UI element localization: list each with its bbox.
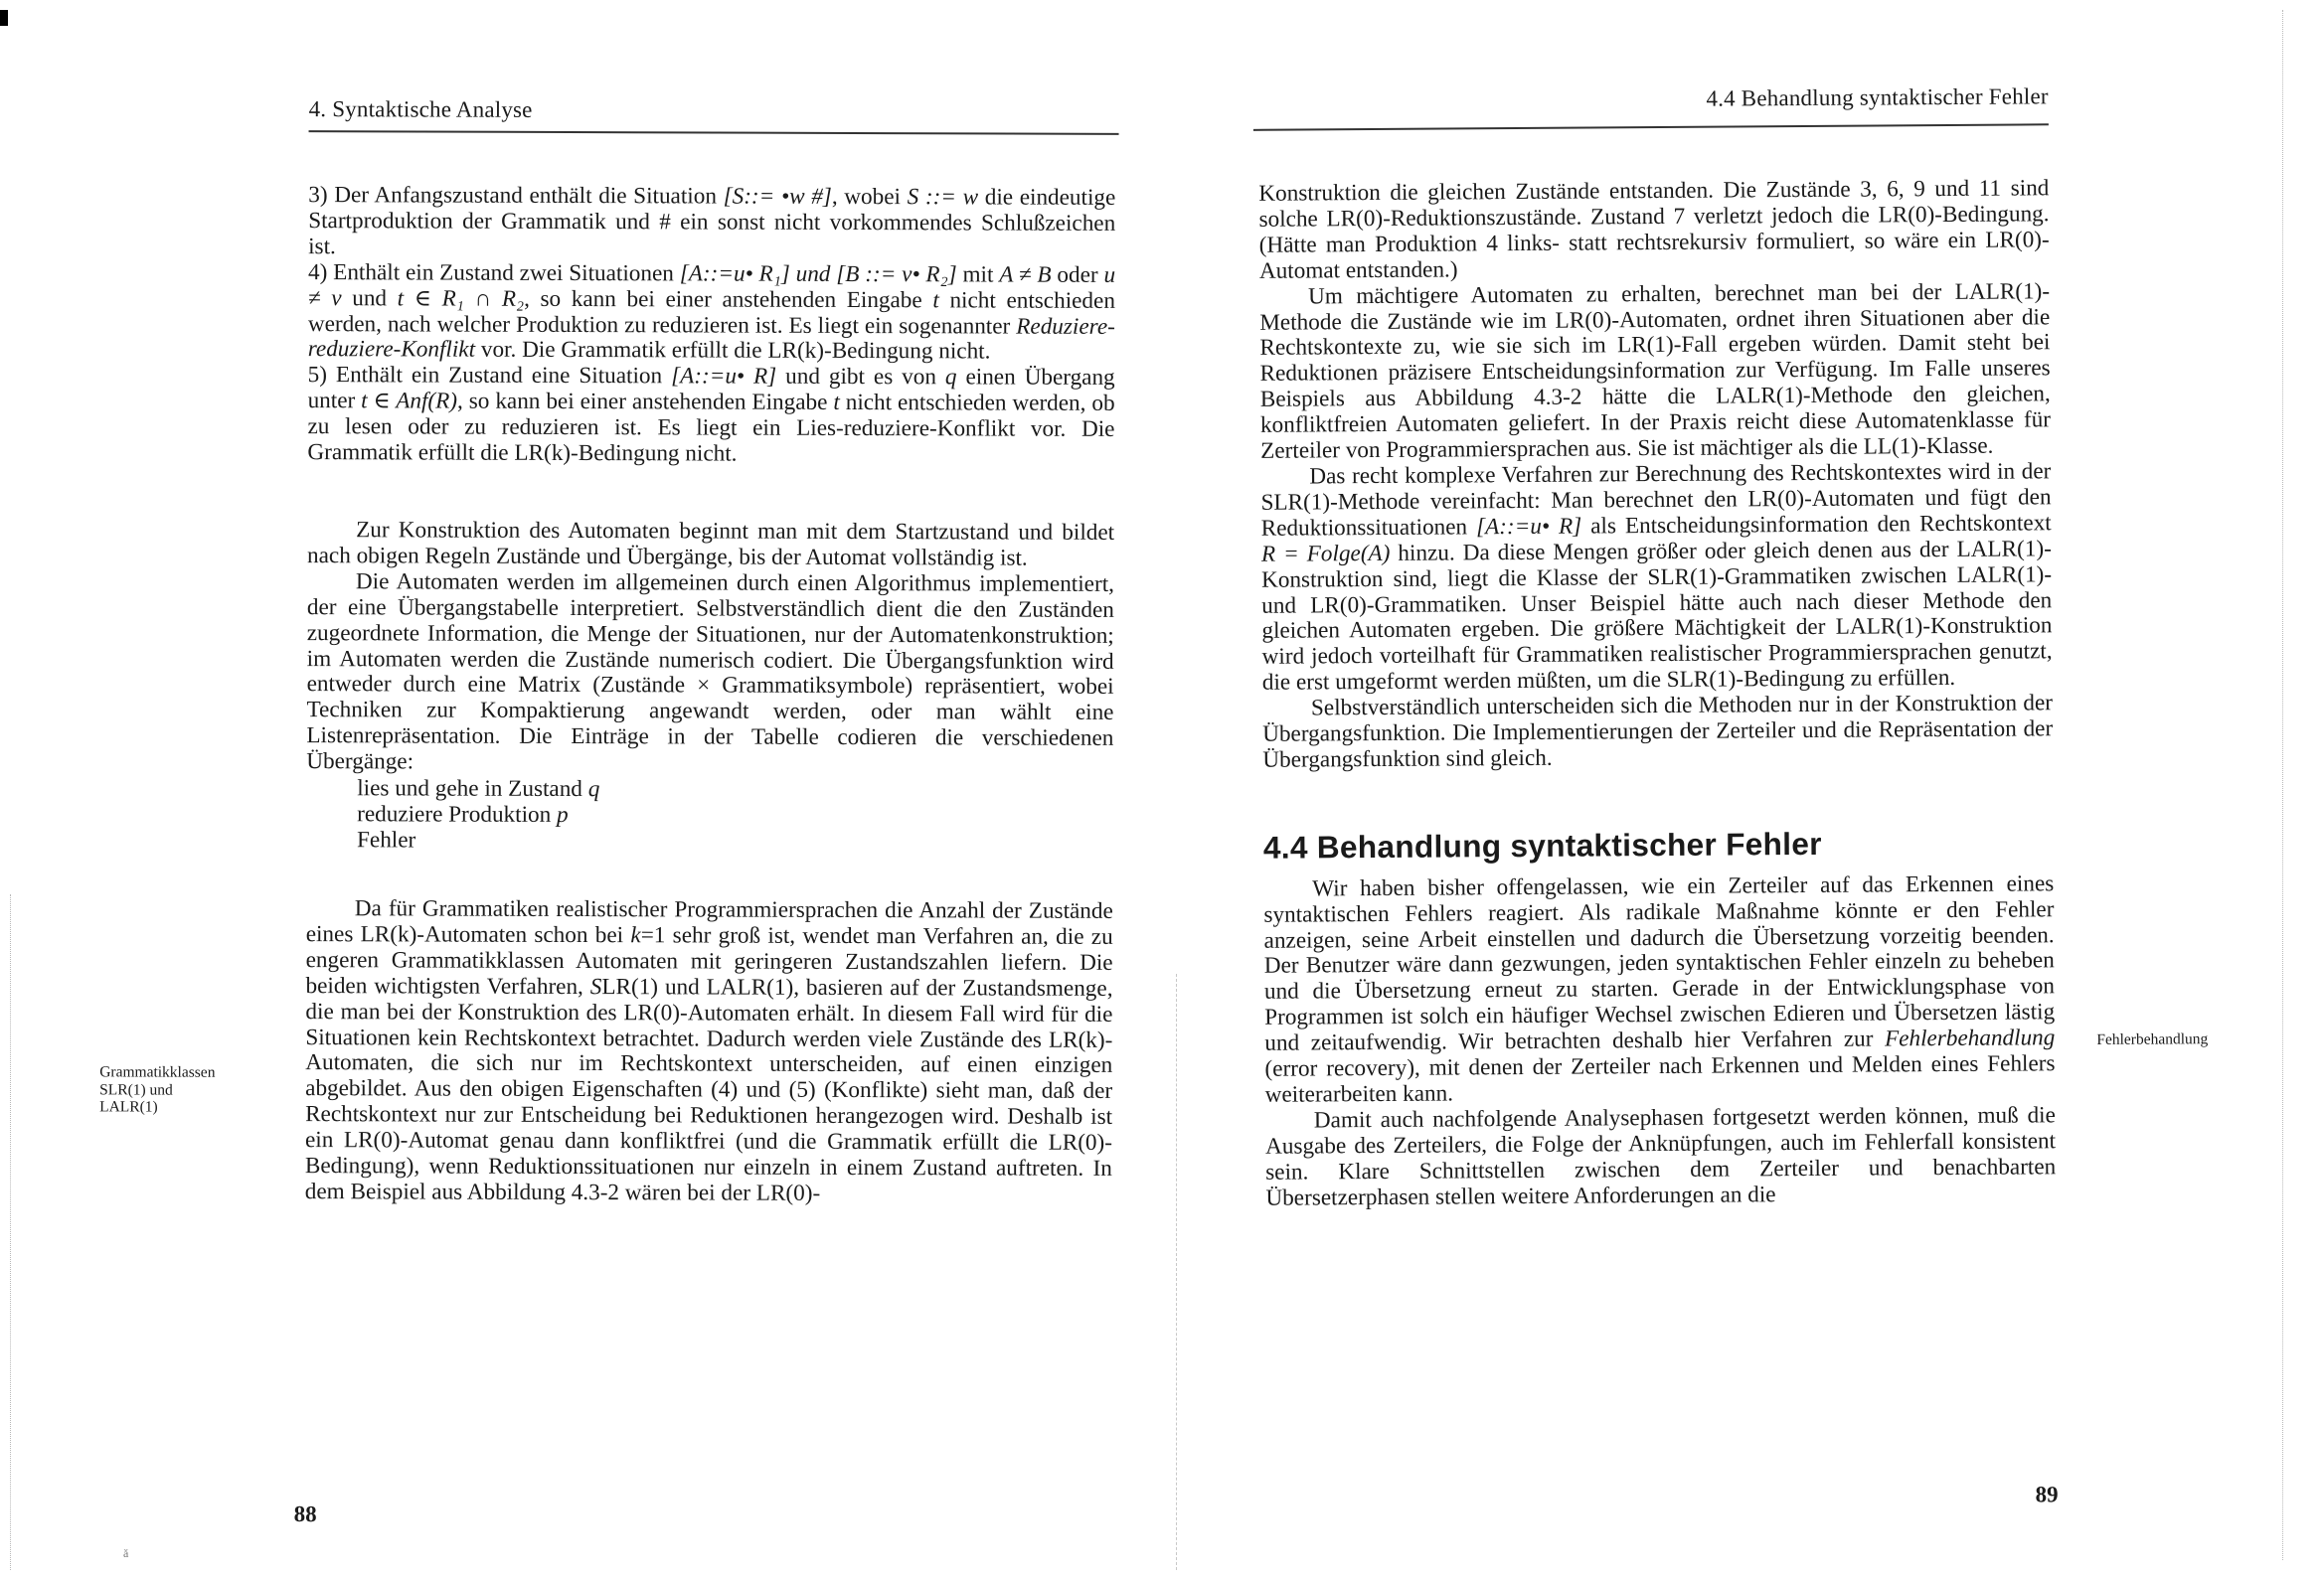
left-header-rule	[309, 130, 1119, 135]
rule-5: 5) Enthält ein Zustand eine Situation [A::=u• R] und gibt es von q einen Übergang unter t ∈ Anf(R), so kann bei einer anstehenden Eingabe t nicht entschieden werden, ob zu lesen oder zu reduzieren ist. Es liegt ein Lies-reduziere-Konflikt vor. Die Grammatik erfüllt die LR(k)-Bedingung nicht.	[307, 362, 1115, 467]
left-body-column	[305, 183, 1116, 1208]
paragraph-consistency: Damit auch nachfolgende Analysephasen fortgesetzt werden können, muß die Ausgabe des Zerteilers, die Folge der Anknüpfungen, auch im Fehlerfall konsistent sein. Klare Schnittstellen zwischen dem Zerteiler und benachbarten Übersetzerphasen stellen weitere Anforderungen an die	[1264, 1102, 2057, 1211]
paragraph-lr0-states: Konstruktion die gleichen Zustände entstanden. Die Zustände 3, 6, 9 und 11 sind solche LR(0)-Reduktionszustände. Zustand 7 verletzt jedoch die LR(0)-Bedingung. (Hätte man Produktion 4 links- statt rechtsrekursiv formuliert, so wäre ein LR(0)-Automat entstanden.)	[1258, 175, 2050, 284]
right-page	[1233, 0, 2317, 1577]
left-running-header: 4. Syntaktische Analyse	[308, 96, 533, 122]
rule-3: 3) Der Anfangszustand enthält die Situation [S::= •w #], wobei S ::= w die eindeutige Startproduktion der Grammatik und # ein sonst nicht vorkommendes Schlußzeichen ist.	[308, 182, 1116, 259]
left-page-number: 88	[293, 1502, 317, 1527]
right-running-header: 4.4 Behandlung syntaktischer Fehler	[1706, 83, 2049, 111]
right-body-column	[1258, 176, 2056, 1211]
left-margin-note: Grammatikklassen SLR(1) und LALR(1)	[99, 1063, 216, 1116]
paragraph-slr: Das recht komplexe Verfahren zur Berechnung des Rechtskontextes wird in der SLR(1)-Methode vereinfacht: Man berechnet den LR(0)-Automaten und fügt den Reduktionssituationen [A::=u• R] als Entscheidungsinformation den Rechtskontext R = Folge(A) hinzu. Da diese Mengen größer oder gleich denen aus der LALR(1)-Konstruktion sind, liegt die Klasse der SLR(1)-Grammatiken zwischen LALR(1)- und LR(0)-Grammatiken. Unser Beispiel hätte auch nach dieser Methode den gleichen Automaten ergeben. Die größere Mächtigkeit der LALR(1)-Konstruktion wird jedoch vorteilhaft für Grammatiken realistischer Programmiersprachen genutzt, die erst umgeformt werden müßten, um die SLR(1)-Bedingung zu erfüllen.	[1260, 458, 2053, 697]
paragraph-construction: Zur Konstruktion des Automaten beginnt man mit dem Startzustand und bildet nach obigen Regeln Zustände und Übergänge, bis der Automat vollständig ist.	[307, 517, 1115, 571]
paragraph-implementation: Die Automaten werden im allgemeinen durch einen Algorithmus implementiert, der eine Übergangstabelle interpretiert. Selbstverständlich dient die den Zuständen zugeordnete Information, die Menge der Situationen, nur der Automatenkonstruktion; im Automaten werden die Zustände numerisch codiert. Die Übergangsfunktion wird entweder durch eine Matrix (Zustände × Grammatiksymbole) repräsentiert, wobei Techniken zur Kompaktierung angewandt werden, oder man wählt eine Listenrepräsentation. Die Einträge in der Tabelle codieren die verschiedenen Übergänge:	[306, 568, 1115, 775]
paragraph-error-handling: Wir haben bisher offengelassen, wie ein Zerteiler auf das Erkennen eines syntaktischen Fehlers reagiert. Als radikale Maßnahme könnte er den Fehler anzeigen, seine Arbeit einstellen und dadurch die Übersetzung vorzeitig beenden. Der Benutzer wäre dann gezwungen, jeden syntaktischen Fehler einzeln zu beheben und die Übersetzung erneut zu starten. Gerade in der Entwicklungsphase von Programmen ist solch ein häufiger Wechsel zwischen Edieren und Übersetzen lästig und zeitaufwendig. Wir betrachten deshalb hier Verfahren zur Fehlerbehandlung (error recovery), mit denen der Zerteiler nach Erkennen und Melden eines Fehlers weiterarbeiten kann.	[1263, 870, 2056, 1108]
section-heading: 4.4 Behandlung syntaktischer Fehler	[1262, 825, 1822, 866]
paragraph-methods-differ: Selbstverständlich unterscheiden sich die Methoden nur in der Konstruktion der Übergangsfunktion. Die Implementierungen der Zerteiler und die Repräsentation der Übergangsfunktion sind gleich.	[1262, 690, 2054, 773]
transition-list-item: Fehler	[357, 827, 416, 854]
scan-speck: ǎ	[123, 1546, 129, 1560]
paragraph-grammar-classes: Da für Grammatiken realistischer Programmiersprachen die Anzahl der Zustände eines LR(k)-Automaten schon bei k=1 sehr groß ist, wendet man Verfahren an, die zu engeren Grammatikklassen Automaten mit geringeren Zustandszahlen liefern. Die beiden wichtigsten Verfahren, SLR(1) und LALR(1), basieren auf der Zustandsmenge, die man bei der Konstruktion des LR(0)-Automaten erhält. In diesem Fall wird für die Situationen kein Rechtskontext betrachtet. Dadurch werden viele Zustände des LR(k)-Automaten, die sich nur im Rechtskontext unterscheiden, auf einen einzigen abgebildet. Aus den obigen Eigenschaften (4) und (5) (Konflikte) sieht man, daß der Rechtskontext nur zur Entscheidung bei Reduktionen herangezogen wird. Deshalb ist ein LR(0)-Automat genau dann konfliktfrei (und die Grammatik erfüllt die LR(0)-Bedingung), wenn Reduktionssituationen nur einzeln in einem Zustand auftreten. In dem Beispiel aus Abbildung 4.3-2 wären bei der LR(0)-	[304, 895, 1113, 1206]
page-gutter	[1176, 974, 1177, 1570]
rule-4: 4) Enthält ein Zustand zwei Situationen [A::=u• R₁] und [B ::= v• R₂] mit A ≠ B oder u ≠ v und t ∈ R₁ ∩ R₂, so kann bei einer anstehenden Eingabe t nicht entschieden werden, nach welcher Produktion zu reduzieren ist. Es liegt ein sogenannter Reduziere-reduziere-Konflikt vor. Die Grammatik erfüllt die LR(k)-Bedingung nicht.	[307, 258, 1116, 365]
right-margin-note: Fehlerbehandlung	[2096, 1030, 2209, 1048]
paragraph-lalr: Um mächtigere Automaten zu erhalten, berechnet man bei der LALR(1)-Methode die Zustände wie im LR(0)-Automaten, ordnet ihren Situationen aber die Rechtskontexte zu, wie sie sich im LR(1)-Fall ergeben würden. Damit steht bei Reduktionen präzisere Entscheidungsinformation zur Verfügung. Im Falle unseres Beispiels aus Abbildung 4.3-2 hätte die LALR(1)-Methode den gleichen, konfliktfreien Automaten geliefert. In der Praxis reicht diese Automatenklasse für Zerteiler von Programmiersprachen aus. Sie ist mächtiger als die LL(1)-Klasse.	[1259, 277, 2052, 464]
right-page-number: 89	[2035, 1482, 2059, 1507]
transition-list-item: lies und gehe in Zustand q	[357, 775, 600, 803]
transition-list-item: reduziere Produktion p	[357, 801, 569, 829]
right-header-rule	[1253, 123, 2049, 131]
